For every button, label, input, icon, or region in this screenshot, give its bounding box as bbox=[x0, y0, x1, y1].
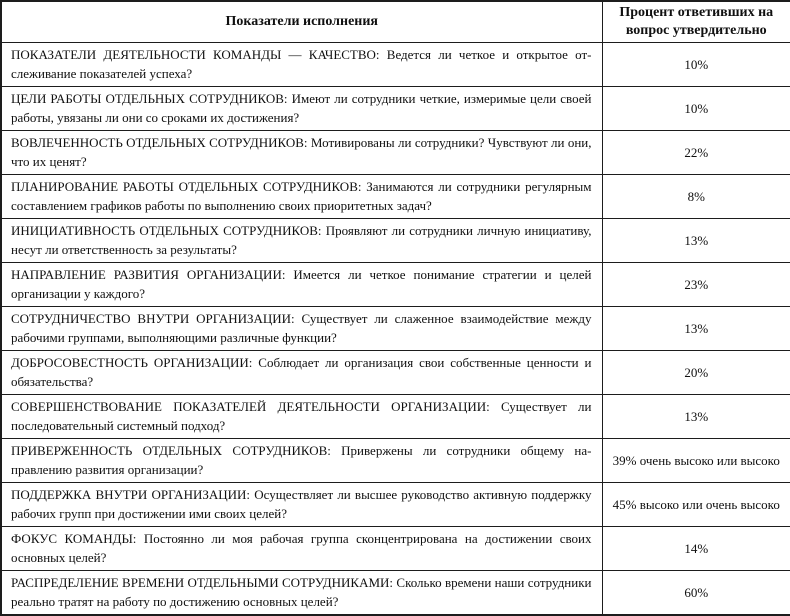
table-row bbox=[1, 395, 790, 439]
percent-cell: 13% bbox=[602, 395, 790, 439]
indicator-cell: РАСПРЕДЕЛЕНИЕ ВРЕМЕНИ ОТДЕЛЬНЫМИ СОТРУДНИКАМИ: Сколько времени наши сотрудники реально тратят на работу по достижению основных целей? bbox=[1, 571, 602, 616]
indicator-cell: ИНИЦИАТИВНОСТЬ ОТДЕЛЬНЫХ СОТРУДНИКОВ: Проявляют ли сотрудники личную инициативу, несут ли ответственность за результаты? bbox=[1, 219, 602, 263]
percent-cell: 8% bbox=[602, 175, 790, 219]
indicator-cell: СОТРУДНИЧЕСТВО ВНУТРИ ОРГАНИЗАЦИИ: Существует ли слаженное взаимодействие между рабочими группами, выполняющими различные функции? bbox=[1, 307, 602, 351]
table-row bbox=[1, 571, 790, 616]
table-row bbox=[1, 87, 790, 131]
indicator-cell: ПЛАНИРОВАНИЕ РАБОТЫ ОТДЕЛЬНЫХ СОТРУДНИКОВ: Занимаются ли сотрудники регулярным составлением графиков работы по выполнению своих приоритетных задач? bbox=[1, 175, 602, 219]
percent-cell: 10% bbox=[602, 43, 790, 87]
table-row bbox=[1, 219, 790, 263]
indicator-cell: ДОБРОСОВЕСТНОСТЬ ОРГАНИЗАЦИИ: Соблюдает ли организация свои собственные ценности и обязательства? bbox=[1, 351, 602, 395]
percent-cell: 20% bbox=[602, 351, 790, 395]
indicator-cell: ПОКАЗАТЕЛИ ДЕЯТЕЛЬНОСТИ КОМАНДЫ — КАЧЕСТВО: Ведется ли четкое и открытое отслеживание показателей успеха? bbox=[1, 43, 602, 87]
indicator-column-header: Показатели исполнения bbox=[1, 1, 602, 43]
indicator-cell: НАПРАВЛЕНИЕ РАЗВИТИЯ ОРГАНИЗАЦИИ: Имеется ли четкое понимание стратегии и целей организации у каждого? bbox=[1, 263, 602, 307]
table-row bbox=[1, 527, 790, 571]
indicator-cell: ПРИВЕРЖЕННОСТЬ ОТДЕЛЬНЫХ СОТРУДНИКОВ: Привержены ли сотрудники общему направлению развития организации? bbox=[1, 439, 602, 483]
table-row bbox=[1, 307, 790, 351]
indicator-cell: ЦЕЛИ РАБОТЫ ОТДЕЛЬНЫХ СОТРУДНИКОВ: Имеют ли сотрудники четкие, измеримые цели своей работы, увязаны ли они со сроками их достижения? bbox=[1, 87, 602, 131]
percent-cell: 39% очень высоко или высоко bbox=[602, 439, 790, 483]
header-row bbox=[1, 1, 790, 43]
indicator-cell: ВОВЛЕЧЕННОСТЬ ОТДЕЛЬНЫХ СОТРУДНИКОВ: Мотивированы ли сотрудники? Чувствуют ли они, что их ценят? bbox=[1, 131, 602, 175]
table-row bbox=[1, 263, 790, 307]
percent-cell: 45% высоко или очень высоко bbox=[602, 483, 790, 527]
table-row bbox=[1, 351, 790, 395]
table-row bbox=[1, 439, 790, 483]
table-row bbox=[1, 131, 790, 175]
percent-cell: 13% bbox=[602, 307, 790, 351]
table-row bbox=[1, 483, 790, 527]
indicator-cell: ФОКУС КОМАНДЫ: Постоянно ли моя рабочая группа сконцентрирована на достижении своих основных целей? bbox=[1, 527, 602, 571]
percent-cell: 13% bbox=[602, 219, 790, 263]
percent-cell: 22% bbox=[602, 131, 790, 175]
percent-cell: 10% bbox=[602, 87, 790, 131]
percent-cell: 14% bbox=[602, 527, 790, 571]
table-row bbox=[1, 175, 790, 219]
indicator-cell: ПОДДЕРЖКА ВНУТРИ ОРГАНИЗАЦИИ: Осуществляет ли высшее руководство активную поддержку рабочих групп при достижении ими своих целей? bbox=[1, 483, 602, 527]
percent-cell: 60% bbox=[602, 571, 790, 616]
percent-cell: 23% bbox=[602, 263, 790, 307]
indicator-cell: СОВЕРШЕНСТВОВАНИЕ ПОКАЗАТЕЛЕЙ ДЕЯТЕЛЬНОСТИ ОРГАНИЗАЦИИ: Существует ли последовательный системный подход? bbox=[1, 395, 602, 439]
percent-column-header: Процент ответивших на вопрос утвердительно bbox=[602, 1, 790, 43]
table-row bbox=[1, 43, 790, 87]
